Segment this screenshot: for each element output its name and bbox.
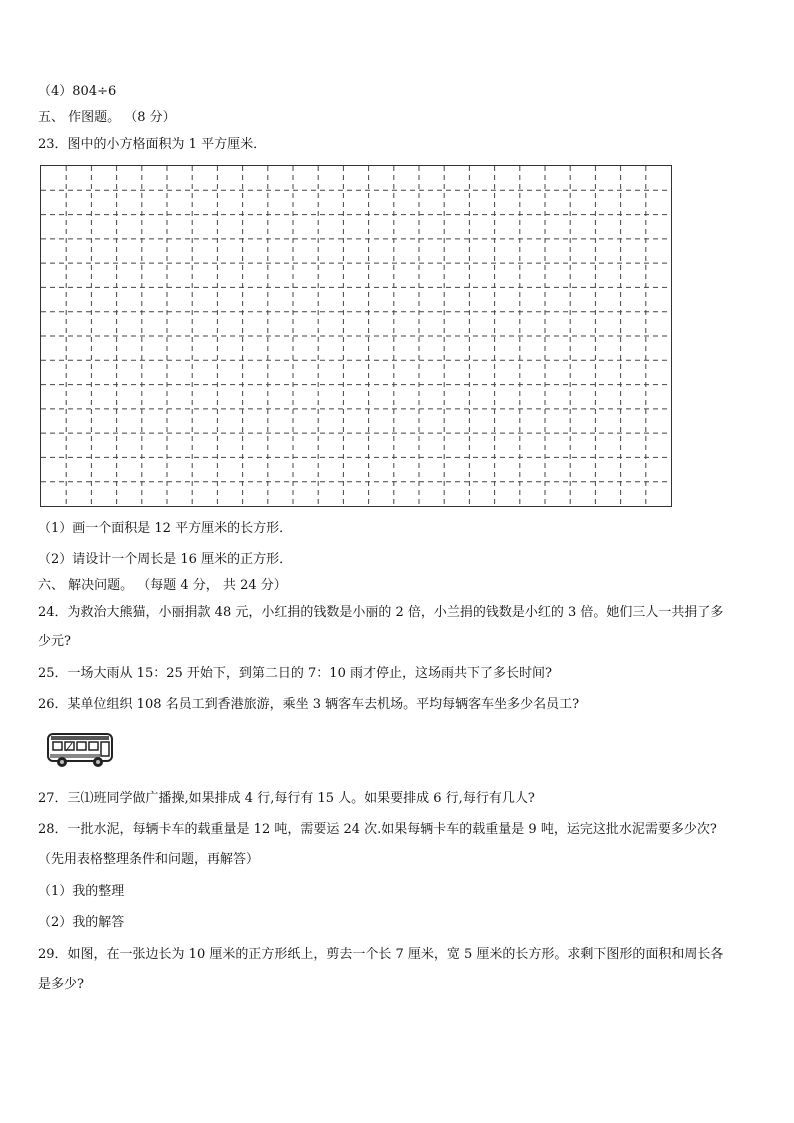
section-5-heading: 五、 作图题。 （8 分） bbox=[38, 110, 176, 125]
question-28-2: （2）我的解答 bbox=[38, 915, 125, 930]
question-23-2: （2）请设计一个周长是 16 厘米的正方形． bbox=[38, 552, 293, 567]
question-29-line2: 是多少? bbox=[38, 977, 84, 992]
question-25: 25．一场大雨从 15：25 开始下，到第二日的 7：10 雨才停止，这场雨共下了多长时间? bbox=[38, 666, 552, 681]
question-23: 23．图中的小方格面积为 1 平方厘米． bbox=[38, 137, 267, 152]
question-28-1: （1）我的整理 bbox=[38, 884, 125, 899]
question-26: 26．某单位组织 108 名员工到香港旅游，乘坐 3 辆客车去机场。平均每辆客车坐多少名员工? bbox=[38, 697, 580, 712]
question-24-line1: 24．为救治大熊猫，小丽捐款 48 元，小红捐的钱数是小丽的 2 倍，小兰捐的钱数是小红的 3 倍。她们三人一共捐了多 bbox=[38, 605, 724, 620]
question-23-1: （1）画一个面积是 12 平方厘米的长方形． bbox=[38, 521, 293, 536]
question-29-line1: 29．如图，在一张边长为 10 厘米的正方形纸上，剪去一个长 7 厘米，宽 5 厘米的长方形。求剩下图形的面积和周长各 bbox=[38, 947, 724, 962]
grid-lines bbox=[41, 166, 671, 506]
question-28-note: （先用表格整理条件和问题，再解答） bbox=[38, 852, 260, 867]
bus-icon bbox=[46, 730, 116, 770]
square-grid bbox=[40, 165, 672, 507]
section-6-heading: 六、 解决问题。 （每题 4 分， 共 24 分） bbox=[38, 578, 287, 593]
question-28: 28．一批水泥，每辆卡车的载重量是 12 吨，需要运 24 次.如果每辆卡车的载重量是 9 吨，运完这批水泥需要多少次? bbox=[38, 822, 717, 837]
item-22-4: （4）804÷6 bbox=[38, 84, 117, 99]
question-24-line2: 少元? bbox=[38, 634, 71, 649]
question-27: 27．三⑴班同学做广播操,如果排成 4 行,每行有 15 人。如果要排成 6 行,每行有几人? bbox=[38, 791, 535, 806]
